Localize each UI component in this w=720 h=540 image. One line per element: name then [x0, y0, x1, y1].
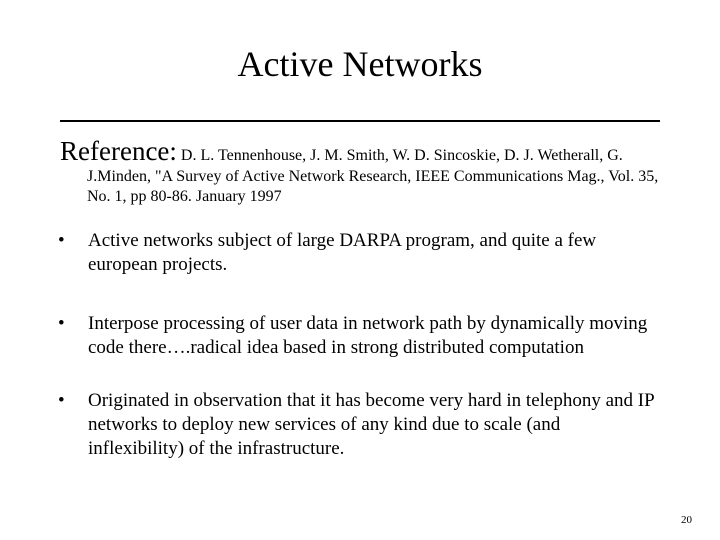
bullet-dot: • — [58, 313, 65, 334]
reference-citation-start: D. L. Tennenhouse, J. M. Smith, W. D. Sincoskie, D. J. Wetherall, G. — [180, 147, 623, 164]
bullet-dot: • — [58, 230, 65, 251]
bullet-text: Active networks subject of large DARPA program, and quite a few european projects. — [88, 230, 597, 275]
page-number: 20 — [681, 514, 692, 526]
bullet-item-darpa — [58, 229, 658, 277]
bullet-text: Originated in observation that it has become very hard in telephony and IP networks to deploy new services of any kind due to scale (and inflexibility) of the infrastructure. — [88, 390, 654, 459]
title-divider — [60, 120, 660, 122]
reference-first-line — [60, 136, 680, 166]
reference-citation-rest: J.Minden, "A Survey of Active Network Research, IEEE Communications Mag., Vol. 35, No. 1, pp 80-86. January 1997 — [87, 168, 659, 205]
bullet-dot: • — [58, 390, 65, 411]
bullet-item-interpose — [58, 312, 658, 360]
reference-block — [60, 136, 680, 205]
bullet-item-originated — [58, 389, 658, 461]
reference-label: Reference: — [60, 136, 177, 166]
slide-title: Active Networks — [237, 44, 483, 84]
bullet-text: Interpose processing of user data in network path by dynamically moving code there….radical idea based in strong distributed computation — [88, 313, 648, 358]
